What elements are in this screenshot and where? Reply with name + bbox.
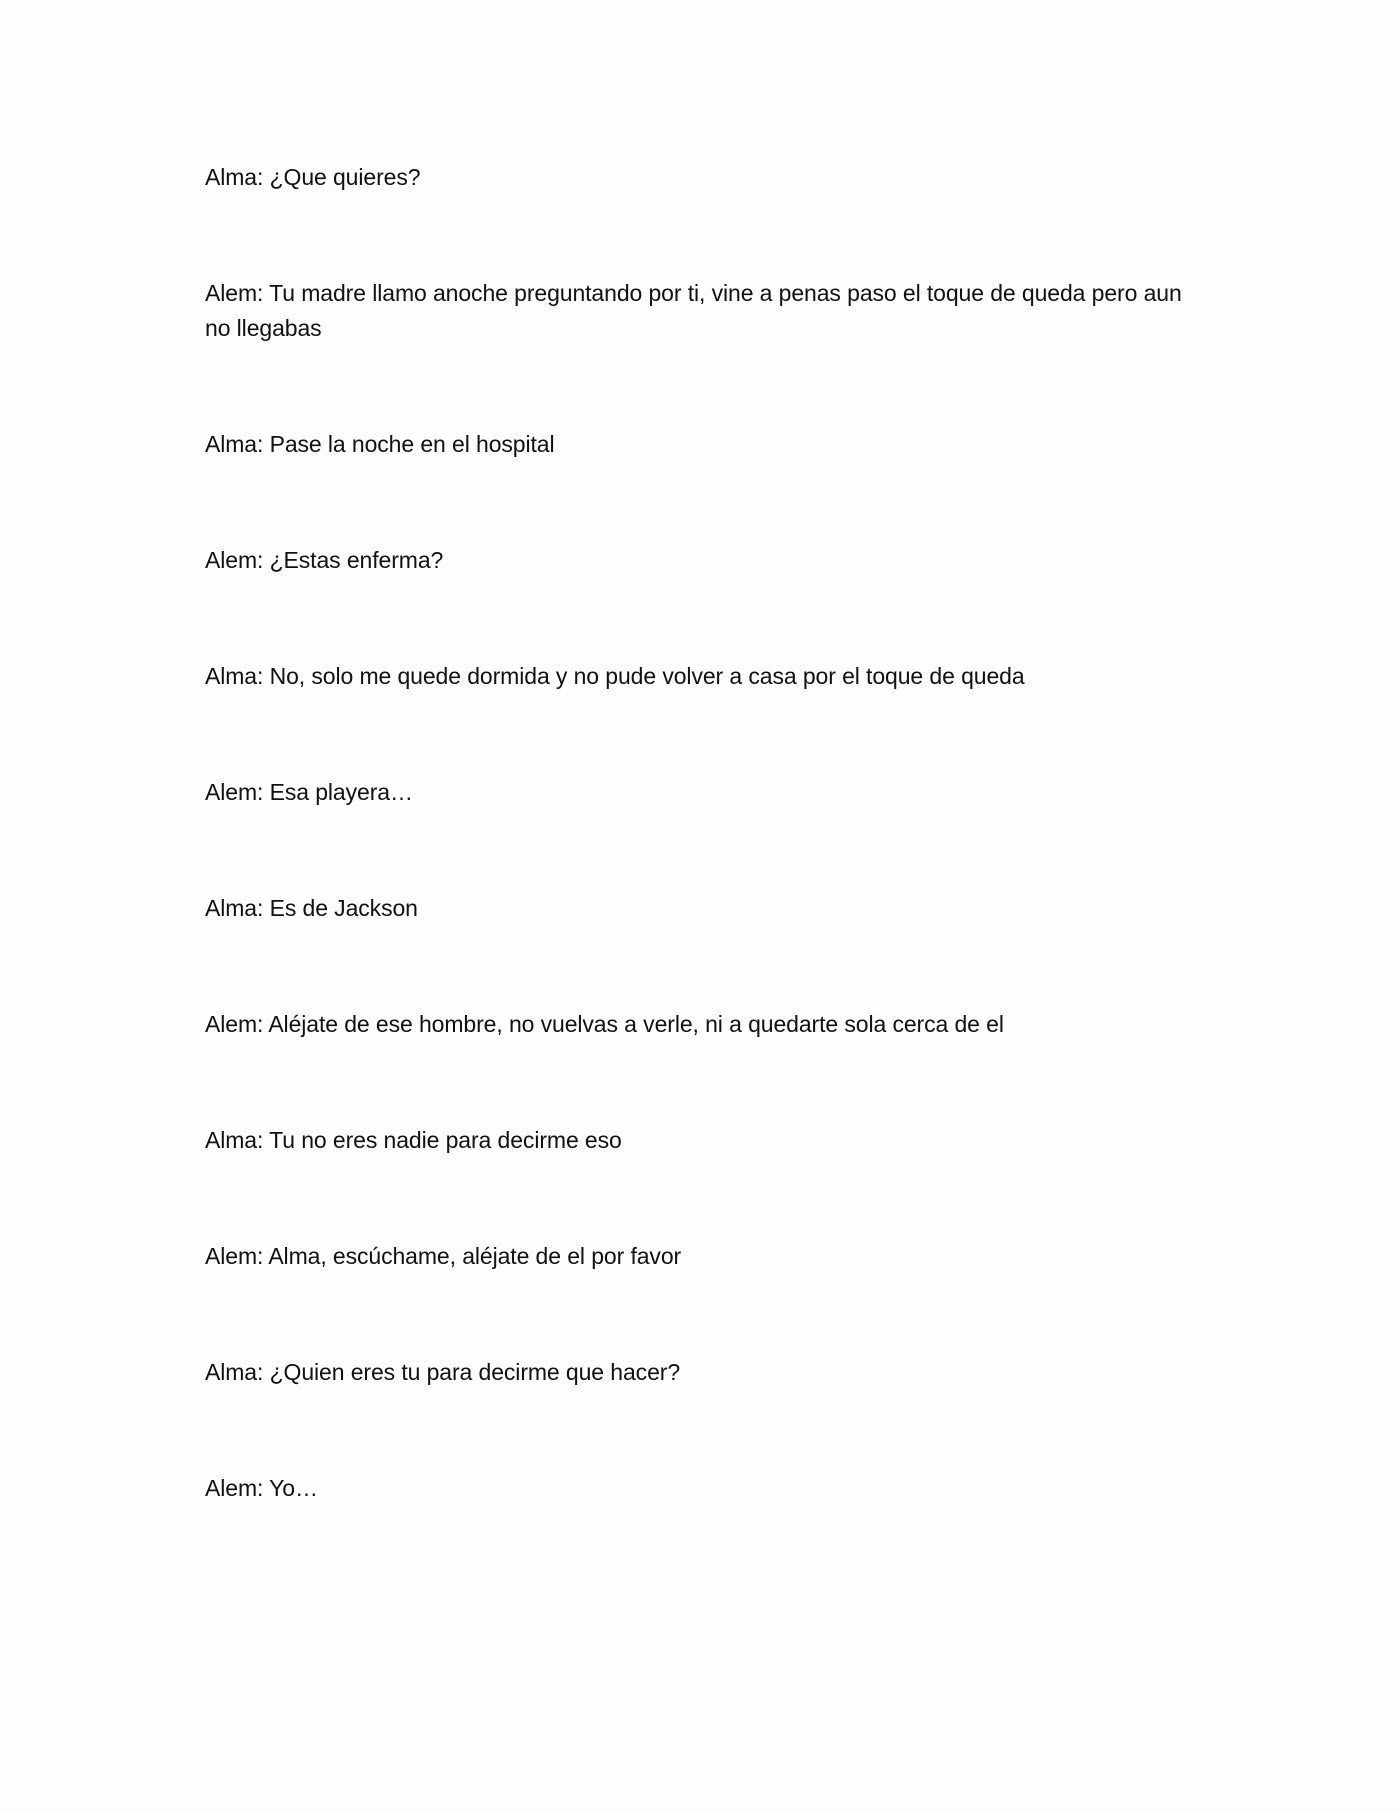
dialogue-line: Alem: Tu madre llamo anoche preguntando por ti, vine a penas paso el toque de queda pero aun no llegabas <box>205 280 1182 341</box>
dialogue-line: Alem: Yo… <box>205 1475 318 1501</box>
dialogue-line: Alem: ¿Estas enferma? <box>205 547 444 573</box>
dialogue-line: Alem: Alma, escúchame, aléjate de el por favor <box>205 1243 682 1269</box>
document-body <box>205 160 1205 1587</box>
dialogue-line: Alma: Es de Jackson <box>205 895 418 921</box>
dialogue-line: Alem: Aléjate de ese hombre, no vuelvas a verle, ni a quedarte sola cerca de el <box>205 1011 1004 1037</box>
dialogue-line: Alma: Tu no eres nadie para decirme eso <box>205 1127 622 1153</box>
dialogue-line: Alem: Esa playera… <box>205 779 413 805</box>
dialogue-line: Alma: Pase la noche en el hospital <box>205 431 555 457</box>
dialogue-line: Alma: ¿Que quieres? <box>205 164 421 190</box>
dialogue-line: Alma: No, solo me quede dormida y no pude volver a casa por el toque de queda <box>205 663 1025 689</box>
dialogue-line: Alma: ¿Quien eres tu para decirme que hacer? <box>205 1359 681 1385</box>
